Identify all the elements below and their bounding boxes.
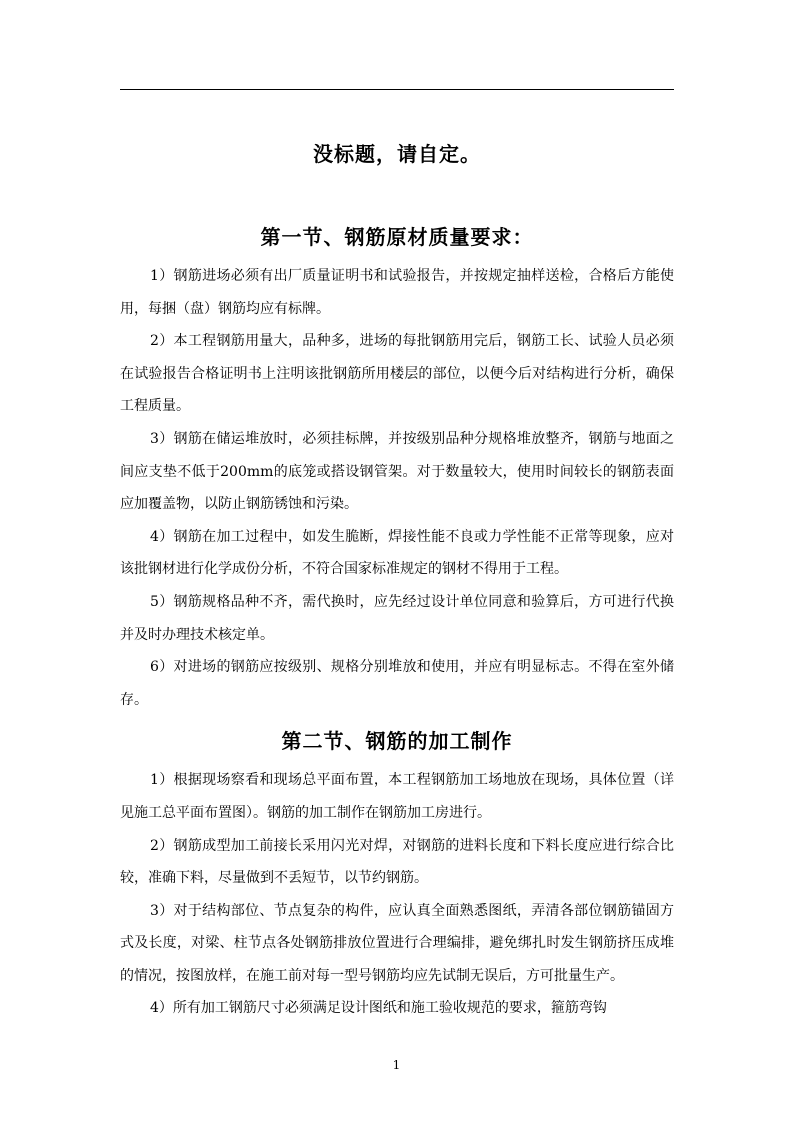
page-number: 1	[392, 1058, 401, 1072]
section-1-paragraph-2: 2）本工程钢筋用量大，品种多，进场的每批钢筋用完后，钢筋工长、试验人员必须在试验报告合格证明书上注明该批钢筋所用楼层的部位，以便今后对结构进行分析，确保工程质量。	[120, 333, 674, 415]
section-heading-2: 第二节、钢筋的加工制作	[281, 729, 513, 754]
header-rule	[120, 89, 674, 90]
section-2-paragraph-4: 4）所有加工钢筋尺寸必须满足设计图纸和施工验收规范的要求，箍筋弯钩	[150, 1000, 607, 1017]
section-2-paragraph-3: 3）对于结构部位、节点复杂的构件，应认真全面熟悉图纸，弄清各部位钢筋锚固方式及长度，对梁、柱节点各处钢筋排放位置进行合理编排，避免绑扎时发生钢筋挤压成堆的情况，按图放样，在施工前对每一型号钢筋均应先试制无误后，方可批量生产。	[120, 902, 674, 984]
section-heading-1: 第一节、钢筋原材质量要求：	[260, 225, 534, 249]
section-1-paragraph-6: 6）对进场的钢筋应按级别、规格分别堆放和使用，并应有明显标志。不得在室外储存。	[120, 659, 674, 708]
document-title: 没标题，请自定。	[313, 142, 481, 166]
section-1-paragraph-1: 1）钢筋进场必须有出厂质量证明书和试验报告，并按规定抽样送检，合格后方能使用，每捆（盘）钢筋均应有标牌。	[120, 268, 674, 317]
section-2-paragraph-1: 1）根据现场察看和现场总平面布置，本工程钢筋加工场地放在现场，具体位置（详见施工总平面布置图）。钢筋的加工制作在钢筋加工房进行。	[120, 772, 674, 821]
document-body	[120, 132, 674, 1025]
section-1-paragraph-4: 4）钢筋在加工过程中，如发生脆断，焊接性能不良或力学性能不正常等现象，应对该批钢材进行化学成份分析，不符合国家标准规定的钢材不得用于工程。	[120, 528, 674, 578]
section-2-paragraph-2: 2）钢筋成型加工前接长采用闪光对焊，对钢筋的进料长度和下料长度应进行综合比较，准确下料，尽量做到不丢短节，以节约钢筋。	[120, 837, 674, 887]
section-1-paragraph-5: 5）钢筋规格品种不齐，需代换时，应先经过设计单位同意和验算后，方可进行代换并及时办理技术核定单。	[120, 593, 674, 643]
section-1-paragraph-3: 3）钢筋在储运堆放时，必须挂标牌，并按级别品种分规格堆放整齐，钢筋与地面之间应支垫不低于200mm的底笼或搭设钢管架。对于数量较大，使用时间较长的钢筋表面应加覆盖物，以防止钢筋锈蚀和污染。	[120, 430, 674, 513]
